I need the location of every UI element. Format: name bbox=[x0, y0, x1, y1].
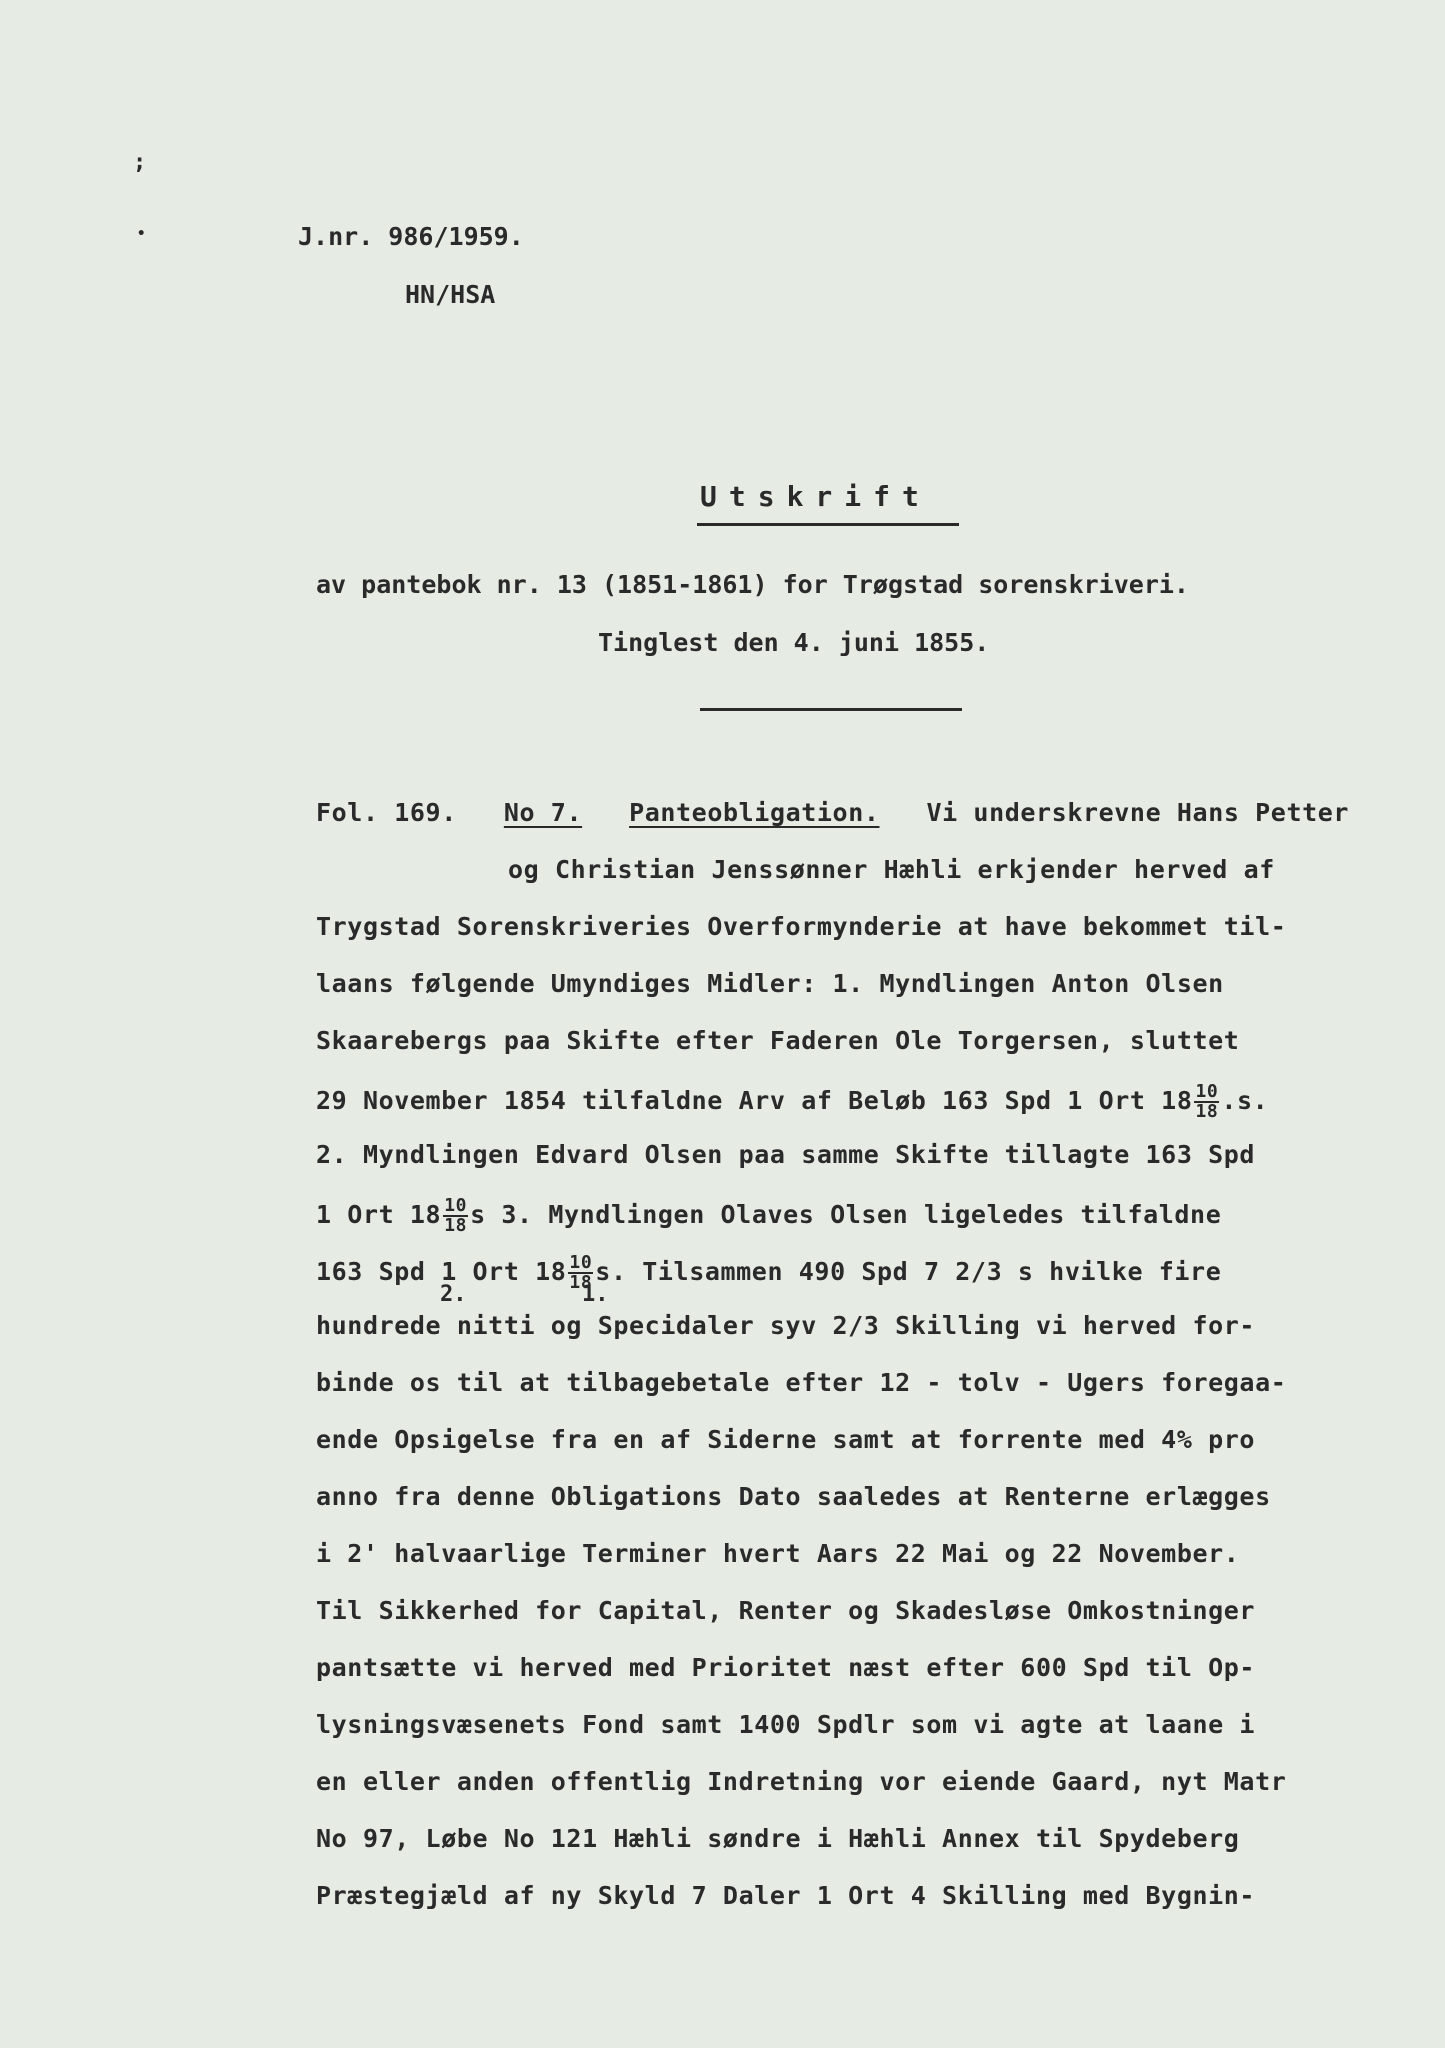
body-line-7: 2. Myndlingen Edvard Olsen paa samme Skifte tillagte 163 Spd bbox=[316, 1140, 1256, 1169]
entry-number: No 7. bbox=[503, 798, 583, 827]
fraction: $\frac{10}{18}$ bbox=[1195, 1081, 1219, 1122]
folio-ref: Fol. 169. bbox=[316, 798, 457, 827]
body-line-3: Trygstad Sorenskriveries Overformynderie at have bekommet til- bbox=[316, 912, 1287, 941]
body-line-15: Til Sikkerhed for Capital, Renter og Skadesløse Omkostninger bbox=[316, 1596, 1256, 1625]
entry-type: Panteobligation. bbox=[629, 798, 880, 827]
body-line-17: lysningsvæsenets Fond samt 1400 Spdlr som vi agte at laane i bbox=[316, 1710, 1256, 1739]
interlinear-note-1: 1. bbox=[582, 1282, 609, 1307]
body-line-8: 1 Ort 18 $\frac{10}{18}$ s 3. Myndlingen Olaves Olsen ligeledes tilfaldne bbox=[316, 1195, 1222, 1236]
body-line-16: pantsætte vi herved med Prioritet næst efter 600 Spd til Op- bbox=[316, 1653, 1256, 1682]
body-line-5: Skaarebergs paa Skifte efter Faderen Ole Torgersen, sluttet bbox=[316, 1026, 1240, 1055]
fraction: $\frac{10}{18}$ bbox=[569, 1252, 593, 1293]
journal-number: J.nr. 986/1959. bbox=[298, 222, 524, 251]
body-line-11: binde os til at tilbagebetale efter 12 - tolv - Ugers foregaa- bbox=[316, 1368, 1287, 1397]
title-underline bbox=[697, 523, 959, 526]
body-line-10: hundrede nitti og Specidaler syv 2/3 Skilling vi herved for- bbox=[316, 1311, 1256, 1340]
subtitle-line-2: Tinglest den 4. juni 1855. bbox=[598, 628, 990, 657]
body-line-1: Fol. 169. No 7. Panteobligation. Vi underskrevne Hans Petter bbox=[316, 798, 1350, 827]
body-line-14: i 2' halvaarlige Terminer hvert Aars 22 Mai og 22 November. bbox=[316, 1539, 1240, 1568]
document-title: Utskrift bbox=[700, 480, 931, 513]
journal-initials: HN/HSA bbox=[405, 280, 496, 309]
margin-mark-dot: • bbox=[137, 226, 146, 242]
fraction: $\frac{10}{18}$ bbox=[444, 1195, 468, 1236]
subtitle-line-1: av pantebok nr. 13 (1851-1861) for Trøgstad sorenskriveri. bbox=[316, 570, 1189, 599]
body-line-19: No 97, Løbe No 121 Hæhli søndre i Hæhli Annex til Spydeberg bbox=[316, 1824, 1240, 1853]
interlinear-note-2: 2. bbox=[440, 1282, 467, 1307]
body-line-4: laans følgende Umyndiges Midler: 1. Myndlingen Anton Olsen bbox=[316, 969, 1224, 998]
body-line-12: ende Opsigelse fra en af Siderne samt at forrente med 4% pro bbox=[316, 1425, 1256, 1454]
body-line-18: en eller anden offentlig Indretning vor eiende Gaard, nyt Matr bbox=[316, 1767, 1287, 1796]
body-line-20: Præstegjæld af ny Skyld 7 Daler 1 Ort 4 Skilling med Bygnin- bbox=[316, 1881, 1256, 1910]
body-line-9: 163 Spd 1 Ort 18 $\frac{10}{18}$ s. Tilsammen 490 Spd 7 2/3 s hvilke fire bbox=[316, 1252, 1222, 1293]
margin-mark-top: ; bbox=[133, 150, 147, 175]
section-divider bbox=[700, 708, 962, 711]
body-line-6: 29 November 1854 tilfaldne Arv af Beløb 163 Spd 1 Ort 18 $\frac{10}{18}$ .s. bbox=[316, 1081, 1269, 1122]
body-line-13: anno fra denne Obligations Dato saaledes at Renterne erlægges bbox=[316, 1482, 1271, 1511]
body-line-2: og Christian Jenssønner Hæhli erkjender herved af bbox=[508, 855, 1275, 884]
